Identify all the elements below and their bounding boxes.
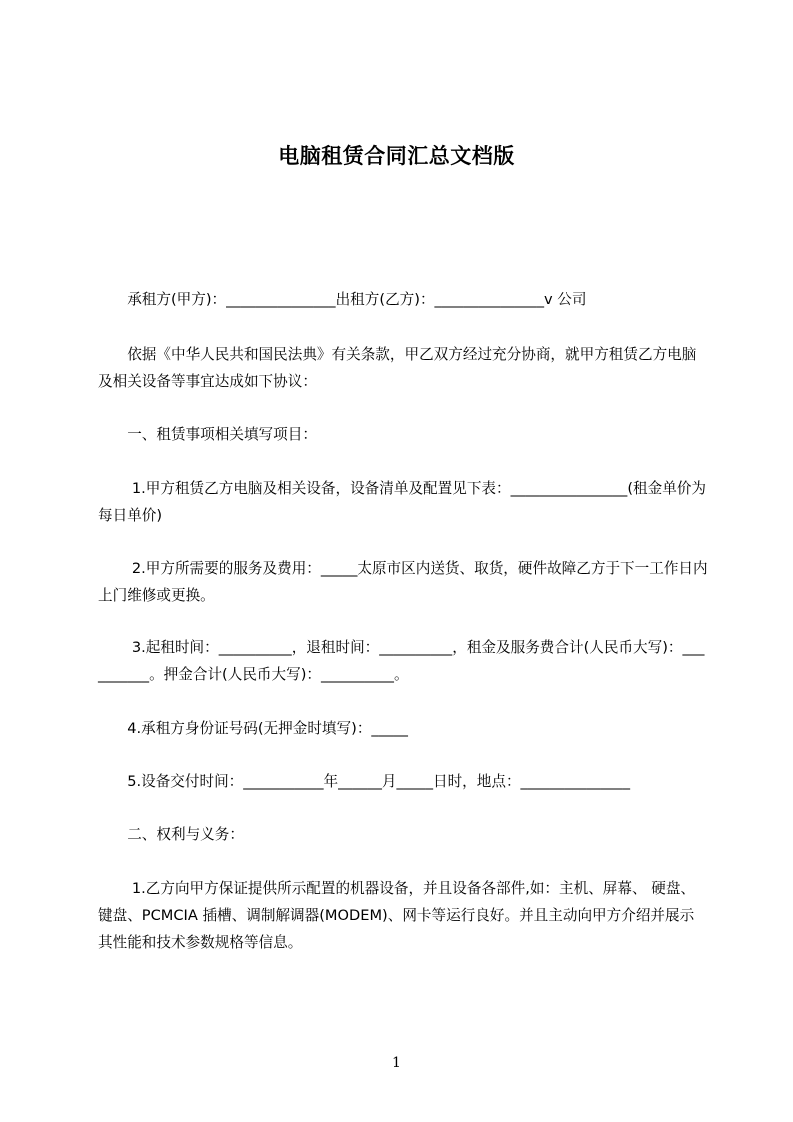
- document-title: 电脑租赁合同汇总文档版: [278, 144, 515, 168]
- preamble-paragraph: 依据《中华人民共和国民法典》有关条款，甲乙双方经过充分协商，就甲方租赁乙方电脑及相关设备等事宜达成如下协议：: [98, 346, 697, 390]
- section-heading-2: 二、权利与义务：: [98, 826, 244, 843]
- section-heading-1: 一、租赁事项相关填写项目：: [98, 426, 317, 443]
- clause-1-2: 2.甲方所需要的服务及费用：_____太原市区内送货、取货，硬件故障乙方于下一工作日内上门维修或更换。: [98, 560, 708, 604]
- clause-1-3: 3.起租时间：__________，退租时间：__________，租金及服务费合计(人民币大写)：__________。押金合计(人民币大写)：__________。: [98, 639, 705, 683]
- clause-1-4: 4.承租方身份证号码(无押金时填写)：_____: [98, 720, 408, 737]
- parties-line: 承租方(甲方)：_______________出租方(乙方)：_______________v 公司: [98, 291, 587, 308]
- page-number: 1: [392, 1055, 401, 1071]
- clause-1-1: 1.甲方租赁乙方电脑及相关设备，设备清单及配置见下表：________________(租金单价为每日单价): [98, 480, 707, 524]
- clause-2-1: 1.乙方向甲方保证提供所示配置的机器设备，并且设备各部件,如：主机、屏幕、 硬盘、键盘、PCMCIA 插槽、调制解调器(MODEM)、网卡等运行良好。并且主动向甲方介绍并展示其性能和技术参数规格等信息。: [98, 880, 696, 951]
- clause-1-5: 5.设备交付时间：___________年______月_____日时，地点：_______________: [98, 773, 631, 790]
